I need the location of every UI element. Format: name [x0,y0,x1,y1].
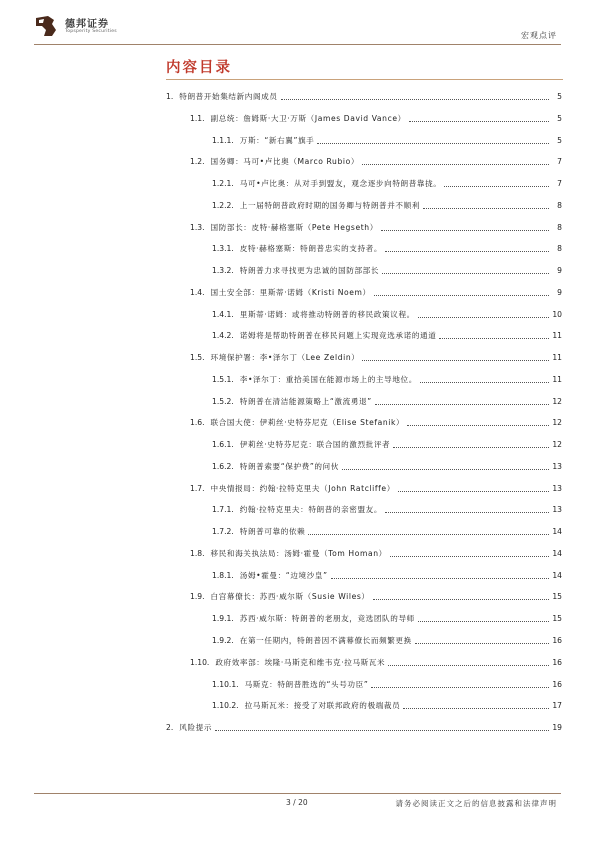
toc-entry-page: 10 [552,309,562,319]
toc-dot-leader [385,512,549,513]
toc-entry-title: 政府效率部：埃隆·马斯克和维韦克·拉马斯瓦米 [215,657,386,667]
legal-disclaimer: 请务必阅读正文之后的信息披露和法律声明 [395,799,557,808]
toc-entry-number: 1.3.1. [212,244,234,254]
toc-entry-number: 1.4.2. [212,331,234,341]
toc-entry-title: 苏西·威尔斯：特朗普的老朋友，竞选团队的导师 [239,614,415,624]
toc-entry[interactable] [166,88,562,102]
toc-entry-number: 1.9. [190,592,205,602]
toc-entry-number: 1.7.1. [212,505,234,515]
toc-entry[interactable] [190,219,562,233]
toc-entry-number: 2. [166,723,174,733]
toc-entry-title: 特朗普开始集结新内阁成员 [179,92,278,101]
toc-entry[interactable] [190,545,562,559]
toc-entry-title: 约翰·拉特克里夫：特朗普的亲密盟友。 [239,505,383,515]
toc-entry[interactable] [212,306,562,320]
toc-entry[interactable] [212,262,562,276]
toc-entry-number: 1.7. [190,483,205,493]
company-logo [34,14,134,38]
toc-entry-page: 8 [557,244,562,254]
toc-dot-leader [390,556,549,557]
toc-entry-number: 1.3.2. [212,266,234,276]
toc-entry-title: 上一届特朗普政府时期的国务卿与特朗普并不顺利 [239,200,421,210]
toc-dot-leader [388,665,549,666]
toc-entry[interactable] [166,719,562,733]
toc-entry-title: 白宫幕僚长：苏西·威尔斯（Susie Wiles） [210,592,370,602]
toc-entry-title: 中央情报局：约翰·拉特克里夫（John Ratcliffe） [210,483,395,493]
toc-dot-leader [362,164,549,165]
toc-entry[interactable] [190,588,562,602]
toc-entry[interactable] [212,436,562,450]
toc-dot-leader [415,643,549,644]
toc-entry[interactable] [190,110,562,124]
toc-entry-page: 11 [552,353,562,363]
toc-entry-title: 万斯：“新右翼”旗手 [239,135,315,145]
toc-entry-page: 16 [552,679,562,689]
toc-entry-number: 1.5.1. [212,374,234,384]
toc-entry-title: 特朗普在清洁能源策略上“激流勇退” [239,396,372,406]
toc-entry-number: 1.8.1. [212,570,234,580]
toc-entry-page: 16 [552,657,562,667]
toc-dot-leader [403,708,549,709]
toc-entry[interactable] [212,501,562,515]
toc-entry-page: 12 [552,440,562,450]
toc-dot-leader [373,599,549,600]
toc-entry-title: 在第一任期内，特朗普因不满幕僚长而频繁更换 [239,636,412,645]
toc-dot-leader [385,251,549,252]
toc-dot-leader [381,230,549,231]
toc-entry-page: 17 [552,701,562,711]
toc-entry[interactable] [212,132,562,146]
toc-entry[interactable] [190,480,562,494]
toc-dot-leader [418,317,549,318]
toc-dot-leader [331,578,549,579]
toc-dot-leader [281,99,549,100]
toc-entry-page: 5 [557,135,562,145]
toc-entry-page: 13 [552,483,562,493]
toc-entry-page: 13 [552,505,562,515]
logo-text-cn: 德邦证券 [65,19,109,30]
toc-entry-title: 环境保护署：李•泽尔丁（Lee Zeldin） [210,353,360,363]
toc-entry-page: 16 [552,636,562,645]
toc-entry-title: 伊莉丝·史特芬尼克：联合国的激烈批评者 [239,440,391,450]
toc-entry-number: 1.10.2. [212,701,239,711]
toc-entry-title: 马斯克：特朗普胜选的“头号功臣” [244,679,369,689]
logo-mark-icon [34,14,60,38]
toc-entry-number: 1.2. [190,157,205,167]
toc-entry-number: 1.6. [190,418,205,428]
toc-dot-leader [407,425,549,426]
toc-entry-number: 1.4. [190,287,205,297]
toc-entry-number: 1.6.1. [212,440,234,450]
toc-entry[interactable] [212,393,562,407]
toc-entry-title: 汤姆•霍曼：“边境沙皇” [239,570,328,580]
toc-entry-page: 19 [552,723,562,733]
toc-entry-number: 1.9.1. [212,614,234,624]
toc-entry-number: 1.7.2. [212,527,234,537]
toc-dot-leader [342,469,549,470]
toc-entry-title: 特朗普可靠的依赖 [239,527,306,537]
report-type-label: 宏观点评 [521,31,557,40]
toc-dot-leader [423,208,549,209]
toc-entry-number: 1.2.2. [212,200,234,210]
toc-entry-page: 13 [552,461,562,471]
toc-dot-leader [382,273,549,274]
toc-entry-page: 7 [557,179,562,189]
toc-entry-page: 8 [557,222,562,232]
toc-entry-number: 1.6.2. [212,461,234,471]
toc-entry-number: 1.4.1. [212,309,234,319]
page-header [0,0,595,50]
toc-entry[interactable] [212,697,562,711]
toc-dot-leader [374,295,549,296]
toc-entry[interactable] [212,676,562,690]
toc-entry-number: 1.1. [190,113,205,123]
toc-entry-title: 国土安全部：里斯蒂·诺姆（Kristi Noem） [210,287,371,297]
toc-entry-number: 1.1.1. [212,135,234,145]
toc-entry-number: 1.9.2. [212,636,234,645]
toc-entry[interactable] [212,197,562,211]
toc-entry[interactable] [212,327,562,341]
toc-entry-page: 14 [552,548,562,558]
toc-title-divider [166,79,563,80]
toc-entry-page: 5 [557,113,562,123]
toc-entry-title: 马可•卢比奥：从对手到盟友，观念逐步向特朗普靠拢。 [239,179,442,189]
toc-entry-title: 国防部长：皮特·赫格塞斯（Pete Hegseth） [210,222,378,232]
toc-entry-page: 5 [557,92,562,101]
toc-dot-leader [317,143,549,144]
toc-entry-title: 李•泽尔丁：重拾美国在能源市场上的主导地位。 [239,374,417,384]
toc-dot-leader [444,186,549,187]
toc-entry[interactable] [212,175,562,189]
toc-entry-page: 12 [552,396,562,406]
toc-entry-number: 1.5.2. [212,396,234,406]
toc-entry-page: 15 [552,592,562,602]
toc-dot-leader [371,687,549,688]
toc-dot-leader [393,447,549,448]
toc-entry[interactable] [190,284,562,298]
toc-entry-title: 皮特·赫格塞斯：特朗普忠实的支持者。 [239,244,383,254]
toc-dot-leader [215,730,549,731]
logo-text-en: Topsperity Securities [65,29,117,34]
toc-entry-page: 14 [552,527,562,537]
toc-entry-title: 移民和海关执法局：汤姆·霍曼（Tom Homan） [210,548,387,558]
toc-entry-title: 特朗普索要“保护费”的问伙 [239,461,339,471]
toc-entry[interactable] [212,240,562,254]
toc-entry[interactable] [212,632,562,646]
toc-title: 内容目录 [166,59,232,76]
toc-entry[interactable] [212,458,562,472]
toc-entry-page: 7 [557,157,562,167]
toc-entry-number: 1.10. [190,657,210,667]
toc-entry[interactable] [190,349,562,363]
toc-entry-title: 诺姆将是帮助特朗普在移民问题上实现竞选承诺的通道 [239,331,437,341]
toc-dot-leader [409,121,549,122]
toc-entry[interactable] [190,153,562,167]
toc-entry-title: 副总统：詹姆斯·大卫·万斯（James David Vance） [210,113,406,123]
toc-entry-title: 拉马斯瓦米：接受了对联邦政府的极端裁员 [244,701,401,711]
toc-dot-leader [439,338,549,339]
toc-entry-number: 1.5. [190,353,205,363]
toc-entry-number: 1.10.1. [212,679,239,689]
toc-entry[interactable] [190,414,562,428]
toc-entry-title: 风险提示 [179,723,213,733]
toc-entry[interactable] [190,654,562,668]
toc-entry-page: 11 [552,331,562,341]
toc-dot-leader [375,404,549,405]
header-divider [34,44,561,45]
toc-dot-leader [362,360,549,361]
toc-entry[interactable] [212,567,562,581]
toc-dot-leader [420,382,549,383]
toc-entry-page: 8 [557,200,562,210]
toc-dot-leader [308,534,549,535]
toc-entry[interactable] [212,371,562,385]
toc-dot-leader [418,621,549,622]
toc-entry[interactable] [212,523,562,537]
toc-entry-page: 9 [557,287,562,297]
toc-entry-title: 国务卿：马可•卢比奥（Marco Rubio） [210,157,360,167]
footer-divider [34,793,561,794]
toc-entry-page: 9 [557,266,562,276]
toc-entry-title: 联合国大使：伊莉丝·史特芬尼克（Elise Stefanik） [210,418,405,428]
page-indicator: 3 / 20 [286,798,308,807]
toc-entry-title: 特朗普力求寻找更为忠诚的国防部部长 [239,266,380,276]
toc-entry-page: 15 [552,614,562,624]
toc-entry-number: 1.3. [190,222,205,232]
toc-dot-leader [398,491,549,492]
toc-entry-page: 11 [552,374,562,384]
toc-entry-number: 1.2.1. [212,179,234,189]
toc-entry[interactable] [212,610,562,624]
toc-entry-title: 里斯蒂·诺姆：或将推动特朗普的移民政策议程。 [239,309,415,319]
toc-entry-number: 1.8. [190,548,205,558]
toc-entry-page: 12 [552,418,562,428]
toc-entry-page: 14 [552,570,562,580]
toc-entry-number: 1. [166,92,174,101]
